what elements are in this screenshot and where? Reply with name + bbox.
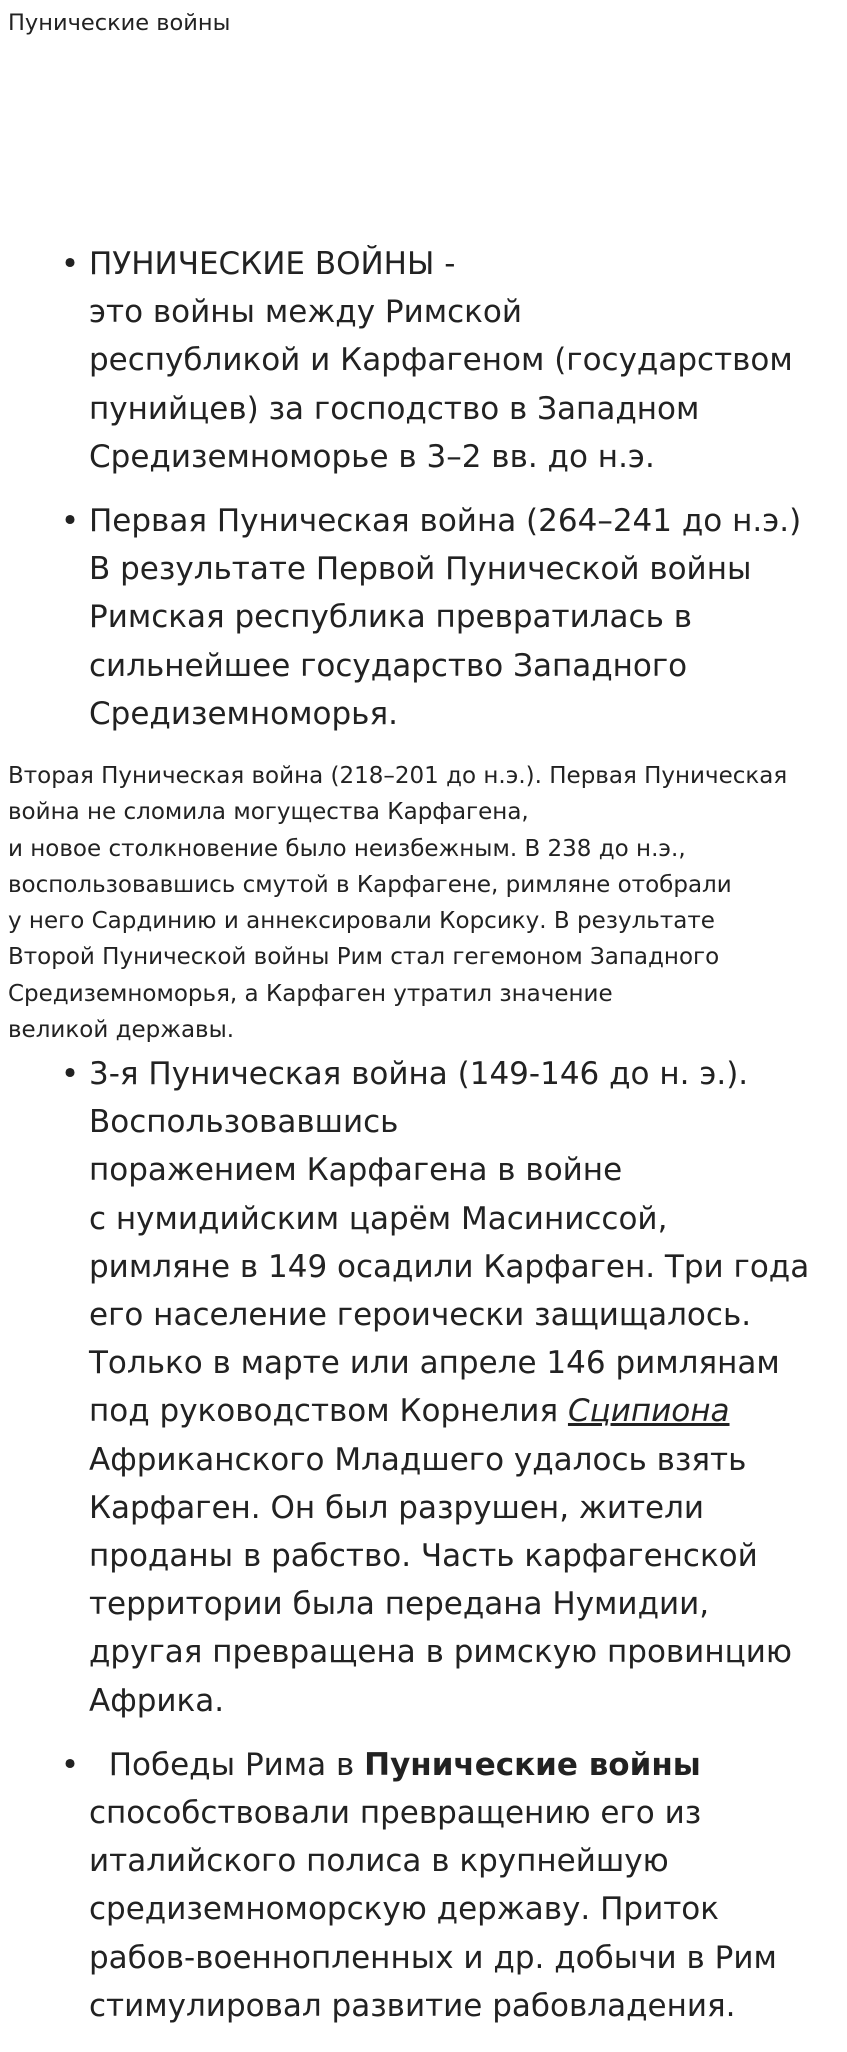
text-line: В результате Первой Пунической войны [89, 551, 752, 588]
bullet-icon: • [60, 1056, 80, 1092]
text-line: Воспользовавшись [89, 1104, 399, 1141]
text-line: Карфаген. Он был разрушен, жители [89, 1489, 705, 1526]
text-line-with-link [89, 1387, 843, 1435]
second-war-paragraph [8, 758, 838, 1048]
text-line: проданы в рабство. Часть карфагенской [89, 1538, 758, 1575]
text-line: 3-я Пуническая война (149-146 до н. э.). [89, 1056, 749, 1092]
list-item-third-war [0, 1050, 847, 1725]
text-line: его население героически защищалось. [89, 1297, 752, 1334]
bullet-icon: • [60, 1746, 80, 1783]
text-line: сильнейшее государство Западного [89, 647, 688, 684]
list-item-conclusion [0, 1741, 847, 2030]
conclusion-prefix-text: Победы Рима в [89, 1746, 365, 1783]
text-line: воспользовавшись смутой в Карфагене, римляне отобрали [8, 871, 732, 898]
text-line: и новое столкновение было неизбежным. В 238 до н.э., [8, 835, 686, 862]
text-line: Африка. [89, 1682, 225, 1719]
text-line: это войны между Римской [89, 294, 523, 331]
text-line: территории была передана Нумидии, [89, 1586, 710, 1623]
link-prefix-text: под руководством Корнелия [89, 1393, 568, 1430]
list-item-definition [0, 240, 847, 481]
text-line: республикой и Карфагеном (государством [89, 342, 793, 379]
scipio-link[interactable]: Сципиона [567, 1393, 730, 1430]
text-line: ПУНИЧЕСКИЕ ВОЙНЫ - [89, 246, 456, 282]
page-title: Пунические войны [8, 10, 231, 36]
text-line: Римская республика превратилась в [89, 599, 692, 636]
text-line: Только в марте или апреле 146 римлянам [89, 1345, 780, 1382]
text-line: Средиземноморья. [89, 695, 398, 732]
text-line: средиземноморскую державу. Приток [89, 1891, 719, 1928]
text-line: рабов-военнопленных и др. добычи в Рим [89, 1939, 777, 1976]
text-line: пунийцев) за господство в Западном [89, 390, 700, 427]
bold-term: Пунические войны [364, 1746, 701, 1783]
text-line: стимулировал развитие рабовладения. [89, 1987, 736, 2024]
text-line: Вторая Пуническая война (218–201 до н.э.). Первая Пуническая [8, 763, 788, 789]
text-line: поражением Карфагена в войне [89, 1152, 623, 1189]
bullet-icon: • [60, 246, 80, 282]
text-line-with-bold [89, 1741, 843, 1789]
text-line: великой державы. [8, 1017, 235, 1044]
bullet-list-top [0, 240, 847, 754]
text-line: с нумидийским царём Масиниссой, [89, 1200, 668, 1237]
text-line: римляне в 149 осадили Карфаген. Три года [89, 1248, 810, 1285]
text-line: Второй Пунической войны Рим стал гегемоном Западного [8, 944, 720, 971]
text-line: италийского полиса в крупнейшую [89, 1843, 669, 1880]
text-line: другая превращена в римскую провинцию [89, 1634, 792, 1671]
list-item-first-war [0, 497, 847, 738]
text-line: Средиземноморья, а Карфаген утратил значение [8, 980, 613, 1007]
text-line: у него Сардинию и аннексировали Корсику. В результате [8, 908, 715, 935]
text-line: Средиземноморье в 3–2 вв. до н.э. [89, 438, 655, 475]
text-line: Африканского Младшего удалось взять [89, 1441, 747, 1478]
text-line: способствовали превращению его из [89, 1795, 702, 1832]
bullet-icon: • [60, 503, 80, 540]
text-line: Первая Пуническая война (264–241 до н.э.) [89, 503, 802, 540]
bullet-list-bottom [0, 1050, 847, 2046]
text-line: война не сломила могущества Карфагена, [8, 799, 529, 826]
